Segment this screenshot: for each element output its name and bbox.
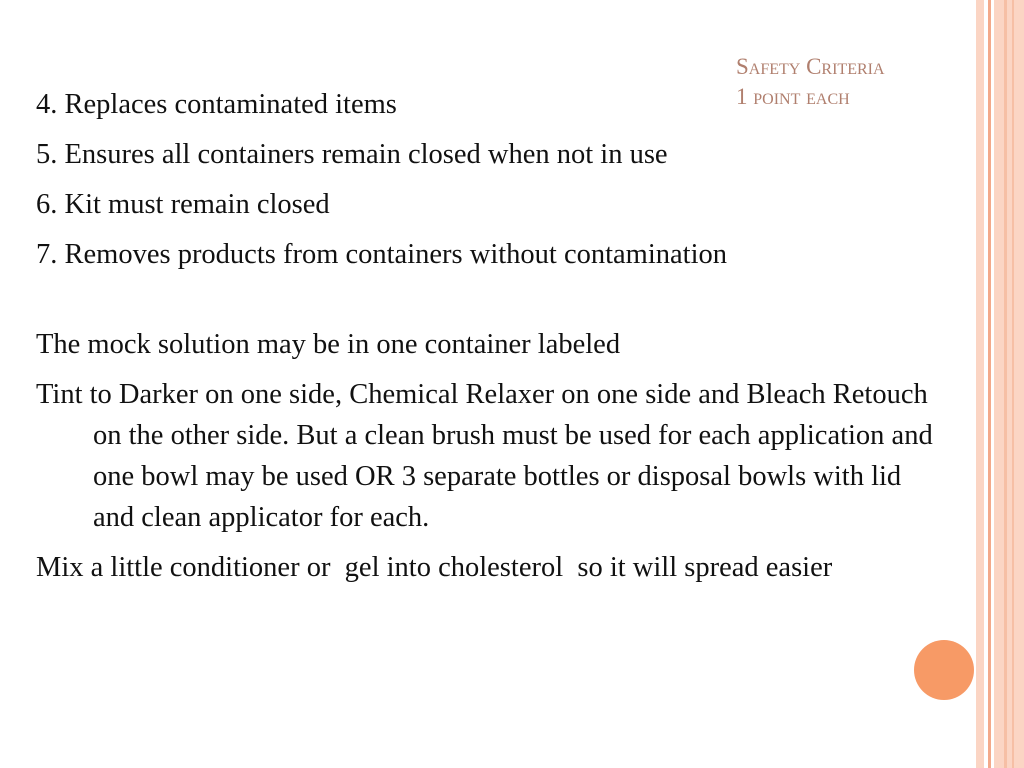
accent-circle (914, 640, 974, 700)
note-paragraph: The mock solution may be in one container labeled (36, 329, 621, 360)
criteria-item: 5. Ensures all containers remain closed when not in use (36, 139, 668, 170)
slide-body (36, 84, 936, 597)
criteria-item: 7. Removes products from containers without contamination (36, 239, 727, 270)
note-paragraph: Tint to Darker on one side, Chemical Relaxer on one side and Bleach Retouch on the other side. But a clean brush must be used for each application and one bowl may be used OR 3 separate bottles or disposal bowls with lid and clean applicator for each. (36, 379, 933, 533)
decorative-stripe (976, 0, 984, 768)
decorative-stripe (1004, 0, 1007, 768)
decorative-stripe (1012, 0, 1014, 768)
slide-title-line-1: Safety Criteria (736, 54, 885, 79)
slide-title-line-2: 1 point each (736, 84, 850, 109)
paragraph-spacer (36, 284, 936, 324)
criteria-item: 4. Replaces contaminated items (36, 89, 397, 120)
criteria-item: 6. Kit must remain closed (36, 189, 330, 220)
note-paragraph: Mix a little conditioner or gel into cholesterol so it will spread easier (36, 552, 833, 583)
decorative-stripe (994, 0, 1024, 768)
